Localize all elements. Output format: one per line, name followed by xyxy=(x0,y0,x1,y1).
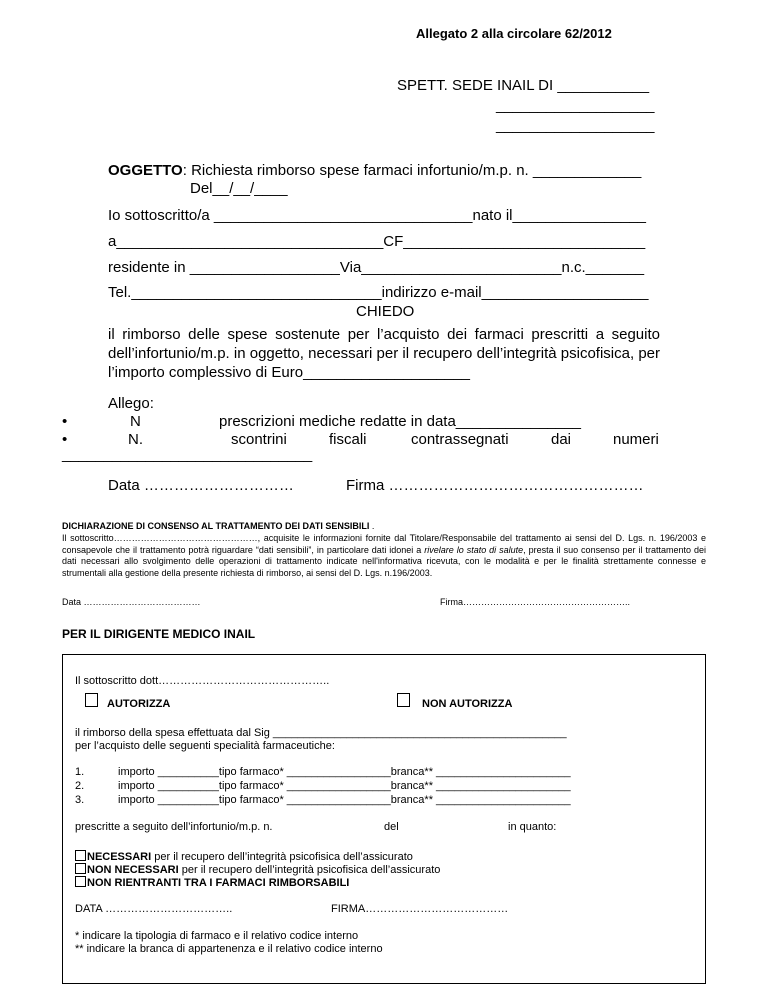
consent-title: DICHIARAZIONE DI CONSENSO AL TRATTAMENTO DEI DATI SENSIBILI xyxy=(62,521,370,531)
chiedo-heading: CHIEDO xyxy=(356,303,415,320)
medico-date: DATA …………………………….. xyxy=(75,903,233,915)
allegato-reference: Allegato 2 alla circolare 62/2012 xyxy=(416,26,612,41)
request-paragraph: il rimborso delle spese sostenute per l’acquisto dei farmaci prescritti a seguito dell’infortunio/m.p. in oggetto, necessari per il recupero dell’integrità psicofisica, per l’importo complessivo di Euro____________________ xyxy=(108,326,660,381)
medico-firma: FIRMA………………………………… xyxy=(331,903,509,915)
field-line-cf: a________________________________CF_____________________________ xyxy=(108,233,646,250)
signature-date: Data ………………………… xyxy=(108,477,294,494)
non-autorizza-label: NON AUTORIZZA xyxy=(422,698,513,710)
rimborso-line: il rimborso della spesa effettuata dal Sig ________________________________________________ xyxy=(75,727,567,739)
field-line-contacts: Tel.______________________________indirizzo e-mail____________________ xyxy=(108,284,649,301)
bullet-icon: • xyxy=(62,413,68,430)
spett-sede-line: SPETT. SEDE INAIL DI ___________ xyxy=(397,77,650,94)
farmaco-row: importo __________tipo farmaco* _________________branca** ______________________ xyxy=(118,780,571,792)
allego-item2-word: scontrini xyxy=(231,431,287,448)
oggetto-text: : Richiesta rimborso spese farmaci infortunio/m.p. n. _____________ xyxy=(182,162,642,179)
consent-title-line xyxy=(62,521,374,531)
checkbox-icon[interactable] xyxy=(75,876,86,887)
consent-firma: Firma……………………………………………….. xyxy=(440,597,630,607)
oggetto-date: Del__/__/____ xyxy=(190,180,288,197)
consent-paragraph xyxy=(62,533,706,579)
footnote-2: ** indicare la branca di appartenenza e il relativo codice interno xyxy=(75,943,383,955)
farmaco-row-num: 1. xyxy=(75,766,85,778)
farmaco-row-num: 2. xyxy=(75,780,85,792)
farmaco-row-num: 3. xyxy=(75,794,85,806)
allego-item2-n: N. xyxy=(128,431,143,448)
consent-text-italic: rivelare lo stato di salute xyxy=(424,544,524,555)
farmaco-row: importo __________tipo farmaco* _________________branca** ______________________ xyxy=(118,766,571,778)
allego-item2-word: dai xyxy=(551,431,572,448)
checkbox-icon[interactable] xyxy=(75,850,86,861)
farmaco-row: importo __________tipo farmaco* _________________branca** ______________________ xyxy=(118,794,571,806)
consent-title-suffix: . xyxy=(369,521,375,531)
prescritte-in-quanto: in quanto: xyxy=(508,821,557,833)
field-line-residenza: residente in __________________Via________________________n.c._______ xyxy=(108,259,645,276)
consent-date: Data ………………………………… xyxy=(62,597,201,607)
option-necessari[interactable]: NECESSARI per il recupero dell’integrità psicofisica dell’assicurato xyxy=(75,850,413,863)
medico-sottoscritto: Il sottoscritto dott……………………………………….. xyxy=(75,675,330,687)
allego-label: Allego: xyxy=(108,395,154,412)
spett-sede-line-3: ___________________ xyxy=(496,117,655,134)
field-line-name: Io sottoscritto/a _______________________________nato il________________ xyxy=(108,207,646,224)
footnote-1: * indicare la tipologia di farmaco e il relativo codice interno xyxy=(75,930,359,942)
autorizza-label: AUTORIZZA xyxy=(107,698,171,710)
spett-sede-line-2: ___________________ xyxy=(496,97,655,114)
non-autorizza-checkbox[interactable] xyxy=(397,693,410,707)
prescritte-del: del xyxy=(384,821,399,833)
allego-item2-word: contrassegnati xyxy=(411,431,509,448)
allego-item1-n: N xyxy=(130,413,141,430)
allego-item2-line: ______________________________ xyxy=(62,446,313,463)
checkbox-icon[interactable] xyxy=(75,863,86,874)
consent-text-before: Il sottoscritto…………………………………………, acquisite le informazioni fornite dal Titolare/Responsabile del trattamento ai sensi del D. Lgs. n. 196/2003 e consapevole che il trattamento potrà riguardare “dati sensibili”, in particolare dati idonei a xyxy=(62,533,706,555)
signature-firma: Firma …………………………………………… xyxy=(346,477,644,494)
oggetto-label: OGGETTO xyxy=(108,162,183,179)
acquisto-line: per l’acquisto delle seguenti specialità farmaceutiche: xyxy=(75,740,335,752)
autorizza-checkbox[interactable] xyxy=(85,693,98,707)
allego-item2-word: numeri xyxy=(613,431,659,448)
option-non-rientranti[interactable]: NON RIENTRANTI TRA I FARMACI RIMBORSABILI xyxy=(75,876,349,889)
oggetto-line xyxy=(108,162,641,179)
option-non-necessari[interactable]: NON NECESSARI per il recupero dell’integrità psicofisica dell’assicurato xyxy=(75,863,440,876)
bullet-icon: • xyxy=(62,431,68,448)
prescritte-line: prescritte a seguito dell’infortunio/m.p. n. xyxy=(75,821,273,833)
consent-text-after: , presta il suo consenso per il trattamento dei dati necessari allo svolgimento delle operazioni di trattamento indicate nell'informativa ricevuta, con le modalità e per le finalità strettamente connesse e strumentali alla gestione della presente richiesta di rimborso, ai sensi del D. Lgs. n.196/2003. xyxy=(62,544,706,578)
allego-item2-word: fiscali xyxy=(329,431,367,448)
allego-item1-text: prescrizioni mediche redatte in data_______________ xyxy=(219,413,581,430)
medico-heading: PER IL DIRIGENTE MEDICO INAIL xyxy=(62,627,256,641)
